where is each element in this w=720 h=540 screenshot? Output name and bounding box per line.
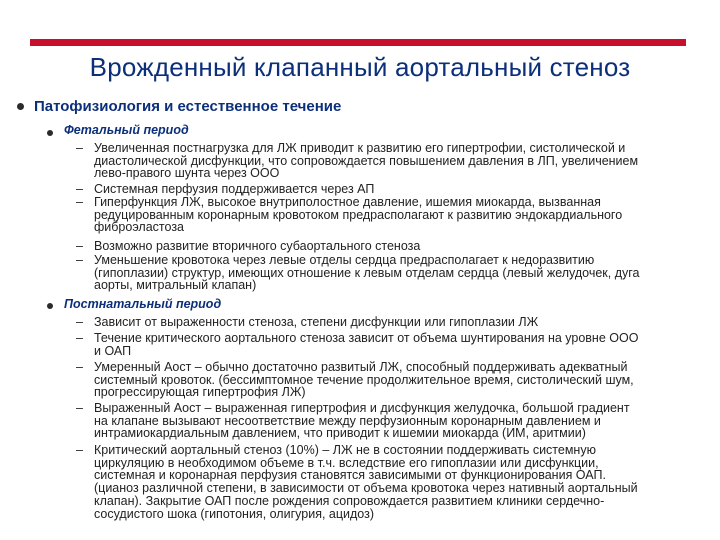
dash-bullet: –: [76, 401, 83, 415]
item-text: Критический аортальный стеноз (10%) – ЛЖ не в состоянии поддерживать системную циркуляцию в необходимом объеме в т.ч. вследствие его гипоплазии или дисфункции, системная и коронарная перфузия становятся зависимыми от функционирования ОАП. (цианоз различной степени, в зависимости от объема кровотока через нативный аортальный клапан). Закрытие ОАП после рождения сопровождается развитием клиники сердечно- сосудистого шока (гипотония, олигурия, ацидоз): [94, 443, 638, 521]
slide-title: Врожденный клапанный аортальный стеноз: [89, 52, 631, 82]
item-text: Зависит от выраженности стеноза, степени дисфункции или гипоплазии ЛЖ: [94, 315, 539, 329]
list-item: [76, 444, 716, 520]
title-underline: [30, 39, 686, 46]
list-item: [76, 361, 716, 399]
item-text: Выраженный Аост – выраженная гипертрофия и дисфункция желудочка, большой градиент на клапане вызывают несоответствие между перфузионным коронарным давлением и интрамиокардиальным давлением, что приводит к ишемии миокарда (ИМ, аритмии): [94, 401, 630, 441]
item-text: Течение критического аортального стеноза зависит от объема шунтирования на уровне ООО и ОАП: [94, 331, 639, 358]
item-text: Системная перфузия поддерживается через АП: [94, 182, 375, 196]
period-heading-fetal: Фетальный период: [64, 123, 189, 137]
dash-bullet: –: [76, 239, 83, 253]
section-heading: Патофизиология и естественное течение: [34, 98, 342, 115]
list-item: [76, 316, 716, 329]
dash-bullet: –: [76, 141, 83, 155]
item-text: Возможно развитие вторичного субаортального стеноза: [94, 239, 421, 253]
dash-bullet: –: [76, 195, 83, 209]
dash-bullet: –: [76, 331, 83, 345]
list-item: [76, 332, 716, 357]
period-bullet-icon: [47, 130, 53, 136]
period-bullet-icon: [47, 303, 53, 309]
item-text: Умеренный Аост – обычно достаточно развитый ЛЖ, способный поддерживать адекватный системный кровоток. (бессимптомное течение продолжительное время, систолический шум, прогрессирующая гипертрофия ЛЖ): [94, 360, 634, 400]
dash-bullet: –: [76, 182, 83, 196]
list-item: [76, 402, 716, 440]
list-item: [76, 254, 716, 292]
item-text: Гиперфункция ЛЖ, высокое внутриполостное давление, ишемия миокарда, вызванная редуцированным коронарным кровотоком предрасполагают к развитию эндокардиального фиброэластоза: [94, 195, 623, 235]
dash-bullet: –: [76, 360, 83, 374]
dash-bullet: –: [76, 443, 83, 457]
list-item: [76, 183, 716, 196]
list-item: [76, 240, 716, 253]
dash-bullet: –: [76, 315, 83, 329]
item-text: Увеличенная постнагрузка для ЛЖ приводит к развитию его гипертрофии, систолической и диастолической дисфункции, что сопровождается повышением давления в ЛП, увеличением лево-правого шунта через ООО: [94, 141, 639, 181]
period-heading-postnatal: Постнатальный период: [64, 297, 222, 311]
list-item: [76, 142, 716, 180]
list-item: [76, 196, 716, 234]
item-text: Уменьшение кровотока через левые отделы сердца предрасполагает к недоразвитию (гипоплазии) структур, имеющих отношение к левым отделам сердца (левый желудочек, дуга аорты, митральный клапан): [94, 253, 640, 293]
section-bullet-icon: [17, 103, 24, 110]
dash-bullet: –: [76, 253, 83, 267]
